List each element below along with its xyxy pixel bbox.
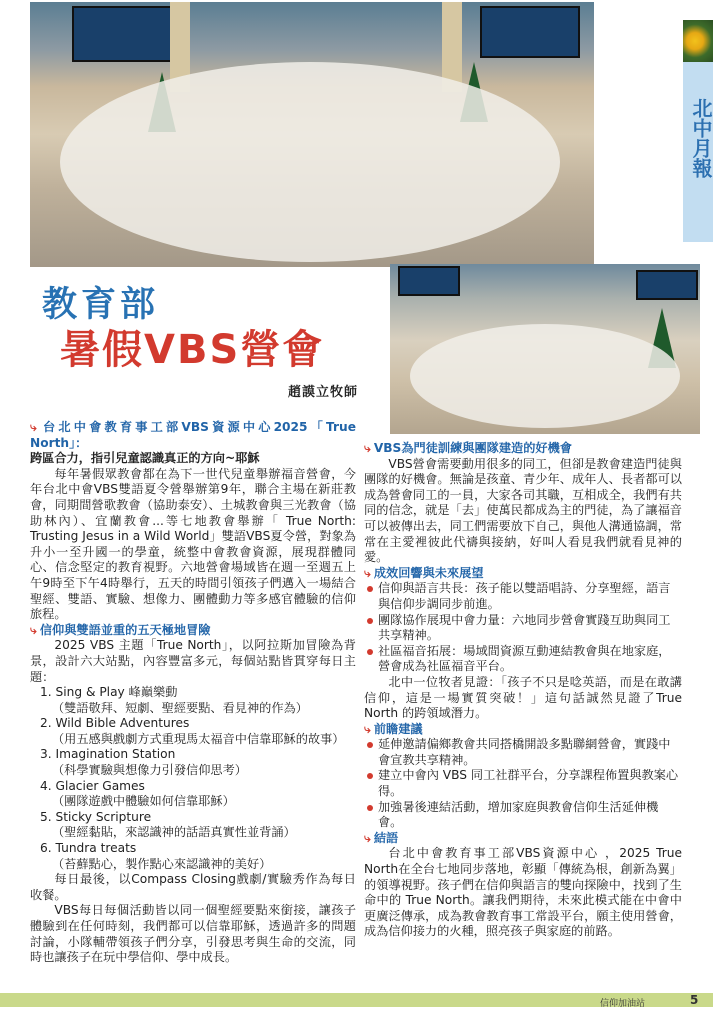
projection-screen-small-left [398,266,460,296]
paragraph: 2025 VBS 主題「True North」，以阿拉斯加冒險為背景，設計六大站點，內容豐富多元，每個站點皆貫穿每日主題： [30,638,356,684]
side-tab-label: 北中月報 [689,98,713,178]
paragraph: 每年暑假眾教會都在為下一世代兒童舉辦福音營會，今年台北中會VBS雙語夏令營舉辦第9年，聯合主場在新莊教會，同期間營歌教會（協助泰安）、土城教會與三光教會（協助林內）、宜蘭教會...等七地教會舉辦「 True North: Trusting Jesus in a Wild World」雙語VBS夏令營，對象為升小一至升國一的學童，統整中會教會資源，展現群體同心、信念堅定的教育視野。六地營會場域皆在週一至週五上午9時至下午4時舉行，五天的時間引領孩子們邁入一場結合聖經、雙語、實驗、想像力、團體動力等多感官體驗的信仰旅程。 [30,466,356,622]
crowd-of-children [60,62,560,262]
article-author: 趙謨立牧師 [288,385,359,400]
list-item: 加強暑後連結活動，增加家庭與教會信仰生活延伸機會。 [364,800,682,831]
left-column [30,420,356,966]
list-item: 6. Tundra treats （苔蘚點心，製作點心來認識神的美好） [40,841,272,871]
list-item: 3. Imagination Station （科學實驗與想像力引發信仰思考） [40,747,247,778]
right-column [364,441,682,940]
projection-screen-right [480,6,580,58]
paragraph: 北中一位牧者見證：「孩子不只是唸英語，而是在敢講信仰，這是一場實質突破！」這句話誠然見證了True North 的跨領域潛力。 [364,674,682,721]
list-item: 信仰與語言共長：孩子能以雙語唱詩、分享聖經，語言與信仰步調同步前進。 [364,581,682,612]
list-item: 2. Wild Bible Adventures （用五感與戲劇方式重現馬太福音中信靠耶穌的故事） [40,716,345,746]
list-item: 4. Glacier Games （團隊遊戲中體驗如何信靠耶穌） [40,778,235,809]
group-photo-main [30,2,594,267]
article-title-line2: 暑假VBS營會 [60,327,325,373]
list-item: 社區福音拓展：場域間資源互動連結教會與在地家庭，營會成為社區福音平台。 [364,644,682,675]
paragraph: VBS營會需要動用很多的同工，但卻是教會建造門徒與團隊的好機會。無論是孩童、青少年、成年人、長者都可以成為營會同工的一員，大家各司其職，互相成全，我們有共同的信念，就是「去」使萬民都成為主的門徒，為了讓福音可以被傳出去，同工們需要放下自己，與他人溝通協調，常常在主愛裡彼此代禱與接納，好叫人看見我們就看見神的愛。 [364,456,682,565]
section-heading: ⤷ 信仰與雙語並重的五天極地冒險 [30,623,356,639]
group-photo-secondary [390,264,700,434]
section-subheading: 跨區合力，指引兒童認識真正的方向~耶穌 [30,451,260,466]
list-item: 延伸邀請偏鄉教會共同搭橋開設多點聯網營會，實踐中會宣教共享精神。 [364,737,682,768]
list-item: 1. Sing & Play 峰巔樂動 （雙語敬拜、短劇、聖經要點、看見神的作為） [40,685,308,715]
projection-screen-left [72,6,172,62]
list-item: 5. Sticky Scripture （聖經黏貼，來認識神的話語真實性並背誦） [40,809,296,840]
section-heading: ⤷ 成效回響與未來展望 [364,566,682,582]
station-list [30,685,356,872]
article-title-line1: 教育部 [42,285,160,325]
footer-section-name: 信仰加油站 [600,999,646,1009]
page-number: 5 [690,993,699,1007]
list-item: 建立中會內 VBS 同工社群平台，分享課程佈置與教案心得。 [364,768,682,799]
paragraph: 每日最後，以Compass Closing戲劇/實驗秀作為每日收餐。 [30,872,356,902]
section-heading: ⤷ 結語 [364,831,682,847]
section-heading: ⤷ 前瞻建議 [364,722,682,738]
paragraph: 台北中會教育事工部VBS資源中心 ，2025 True North在全台七地同步落地，彰顯「傳統為根，創新為翼」的領導視野。孩子們在信仰與語言的雙向探險中，找到了生命中的 True North。讓我們期待，未來此模式能在中會中更廣泛傳承，成為教會教育事工常設平台，願主使用營會，成為信仰接力的火種，照亮孩子與家庭的前路。 [364,846,682,939]
crowd-of-participants [410,324,680,428]
section-heading: ⤷ VBS為門徒訓練與團隊建造的好機會 [364,441,682,457]
flower-icon [683,20,713,62]
effects-list [364,581,682,675]
projection-screen-small-right [636,270,698,300]
list-item: 團隊協作展現中會力量：六地同步營會實踐互助與同工共享精神。 [364,613,682,644]
paragraph: VBS每日每個活動皆以同一個聖經要點來銜接，讓孩子體驗到在任何時刻，我們都可以信靠耶穌，透過許多的問題討論，小隊輔帶領孩子們分享，引發思考與生命的交流，同時也讓孩子在玩中學信仰、學中成長。 [30,903,356,965]
suggestions-list [364,737,682,831]
section-heading: ⤷ 台北中會教育事工部VBS資源中心2025「True North」： [30,420,356,451]
